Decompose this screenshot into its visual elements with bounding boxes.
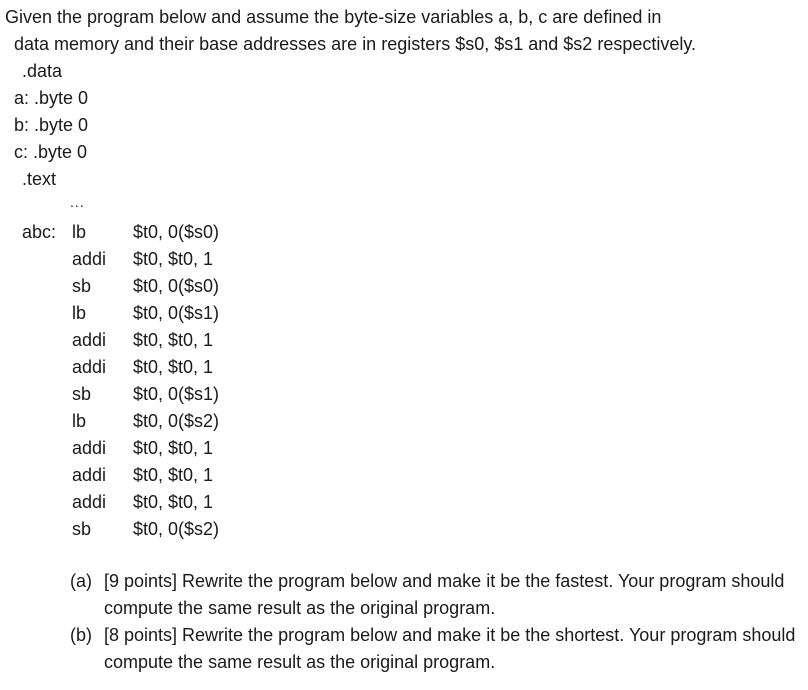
instruction-op: addi [72,492,107,512]
instruction-args: $t0, 0($s2) [133,519,220,539]
instruction-op: addi [72,330,107,350]
instruction-op: sb [72,519,92,539]
intro-line-1: Given the program below and assume the byte-size variables a, b, c are defined in [5,7,662,27]
instruction-op: addi [72,438,107,458]
instruction-args: $t0, 0($s0) [133,276,220,296]
instruction-args: $t0, 0($s1) [133,384,220,404]
code-ellipsis: ... [70,194,85,210]
question-a [70,568,800,622]
question-text-line-2: compute the same result as the original program. [104,652,496,672]
instruction-args: $t0, $t0, 1 [133,465,214,485]
instruction-args: $t0, 0($s1) [133,303,220,323]
text-directive: .text [22,169,57,189]
data-directive: .data [22,61,63,81]
instruction-args: $t0, $t0, 1 [133,438,214,458]
question-text-line-1: [9 points] Rewrite the program below and make it be the fastest. Your program should [104,571,785,591]
instruction-op: sb [72,276,92,296]
instruction-args: $t0, 0($s0) [133,222,220,242]
instruction-op: lb [72,222,87,242]
question-b [70,622,800,676]
instruction-op: addi [72,249,107,269]
declaration-b: b: .byte 0 [14,115,89,135]
instruction-op: addi [72,357,107,377]
instruction-op: lb [72,303,87,323]
instruction-label: abc: [22,222,57,242]
instruction-op: sb [72,384,92,404]
instruction-op: lb [72,411,87,431]
instruction-args: $t0, $t0, 1 [133,492,214,512]
instruction-args: $t0, $t0, 1 [133,357,214,377]
declaration-c: c: .byte 0 [14,142,88,162]
instruction-args: $t0, $t0, 1 [133,330,214,350]
question-text-line-1: [8 points] Rewrite the program below and make it be the shortest. Your program should [104,625,796,645]
question-marker: (b) [70,625,92,645]
question-marker: (a) [70,571,92,591]
instruction-op: addi [72,465,107,485]
question-text-line-2: compute the same result as the original program. [104,598,496,618]
instruction-args: $t0, 0($s2) [133,411,220,431]
intro-line-2: data memory and their base addresses are in registers $s0, $s1 and $s2 respectively. [14,34,697,54]
declaration-a: a: .byte 0 [14,88,89,108]
instruction-args: $t0, $t0, 1 [133,249,214,269]
